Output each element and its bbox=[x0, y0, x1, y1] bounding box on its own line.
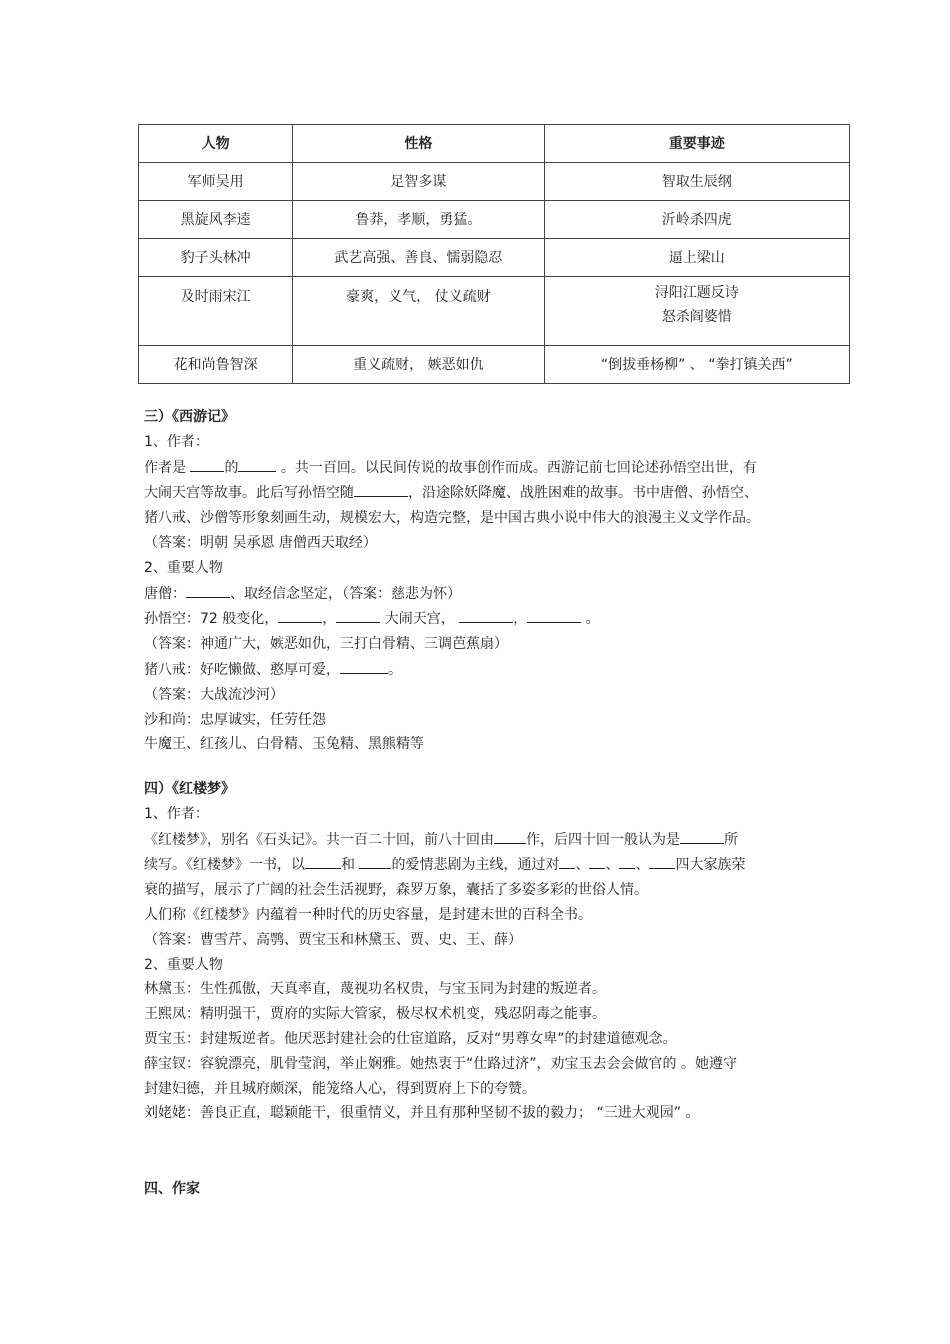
char-sunwukong: 孙悟空：72 般变化， ， 大闹天宫， ， 。 bbox=[144, 606, 814, 632]
blank bbox=[649, 852, 675, 869]
blank bbox=[527, 606, 581, 623]
char-shaheshang: 沙和尚：忠厚诚实，任劳任怨 bbox=[144, 711, 326, 728]
blank bbox=[238, 455, 276, 472]
header-personality: 性格 bbox=[293, 125, 544, 163]
hongloumeng-section bbox=[144, 777, 814, 1126]
blank bbox=[340, 657, 388, 674]
deed-line: 怒杀阎婆惜 bbox=[661, 309, 732, 325]
blank bbox=[459, 606, 513, 623]
section-heading: 三）《西游记》 bbox=[144, 409, 235, 425]
char-zhubajie: 猪八戒：好吃懒做、憨厚可爱， 。 bbox=[144, 657, 814, 683]
chars-label: 2、重要人物 bbox=[144, 956, 223, 973]
cell-trait: 豪爽，义气， 仗义疏财 bbox=[293, 277, 544, 346]
section-heading: 四、作家 bbox=[144, 1181, 200, 1197]
char-xuebaochai: 薛宝钗：容貌漂亮，肌骨莹润，举止娴雅。她热衷于“仕路过济”，劝宝玉去会会做官的 。她遵守 bbox=[144, 1055, 737, 1072]
answer: （答案：明朝 吴承恩 唐僧西天取经） bbox=[144, 534, 377, 551]
table-row bbox=[139, 239, 850, 277]
cell-name: 豹子头林冲 bbox=[139, 239, 293, 277]
cell-trait: 足智多谋 bbox=[293, 163, 544, 201]
table-row bbox=[139, 201, 850, 239]
author-label: 1、作者： bbox=[144, 433, 209, 450]
blank bbox=[589, 852, 605, 869]
deed-line: 浔阳江题反诗 bbox=[654, 285, 739, 301]
chars-label: 2、重要人物 bbox=[144, 559, 223, 576]
char-xuebaochai-cont: 封建妇德，并且城府颇深，能笼络人心，得到贾府上下的夸赞。 bbox=[144, 1080, 536, 1097]
cell-name: 花和尚鲁智深 bbox=[139, 346, 293, 384]
char-tangseng: 唐僧： 、取经信念坚定，（答案：慈悲为怀） bbox=[144, 581, 814, 607]
char-liulaolao: 刘姥姥：善良正直，聪颖能干，很重情义，并且有那种坚韧不拔的毅力； “三进大观园” 。 bbox=[144, 1105, 700, 1122]
blank bbox=[305, 852, 341, 869]
blank bbox=[559, 852, 575, 869]
blank bbox=[354, 480, 408, 497]
paragraph: 衰的描写，展示了广阔的社会生活视野，森罗万象，囊括了多姿多彩的世俗人情。 bbox=[144, 882, 648, 899]
blank bbox=[494, 827, 526, 844]
paragraph: 作者是 的 。共一百回。以民间传说的故事创作而成。西游记前七回论述孙悟空出世，有 bbox=[144, 455, 814, 481]
cell-deeds: 沂岭杀四虎 bbox=[544, 201, 849, 239]
cell-deeds bbox=[544, 277, 849, 346]
table-row bbox=[139, 346, 850, 384]
paragraph: 《红楼梦》，别名《石头记》。共一百二十回，前八十回由 作，后四十回一般认为是 所 bbox=[144, 827, 814, 853]
cell-trait: 武艺高强、善良、懦弱隐忍 bbox=[293, 239, 544, 277]
monsters: 牛魔王、红孩儿、白骨精、玉兔精、黑熊精等 bbox=[144, 736, 424, 753]
paragraph: 大闹天宫等故事。此后写孙悟空随 ，沿途除妖降魔、战胜困难的故事。书中唐僧、孙悟空、 bbox=[144, 480, 814, 506]
table-row bbox=[139, 277, 850, 346]
cell-trait: 重义疏财， 嫉恶如仇 bbox=[293, 346, 544, 384]
table-header-row bbox=[139, 125, 850, 163]
blank bbox=[336, 606, 380, 623]
answer: （答案：神通广大，嫉恶如仇，三打白骨精、三调芭蕉扇） bbox=[144, 636, 508, 653]
answer: （答案：大战流沙河） bbox=[144, 686, 284, 703]
blank bbox=[619, 852, 635, 869]
blank bbox=[186, 581, 230, 598]
cell-name: 军师吴用 bbox=[139, 163, 293, 201]
section4 bbox=[144, 1177, 814, 1202]
char-lindaiyu: 林黛玉：生性孤傲，天真率直，蔑视功名权贵，与宝玉同为封建的叛逆者。 bbox=[144, 981, 606, 998]
table-row bbox=[139, 163, 850, 201]
blank bbox=[680, 827, 724, 844]
header-character: 人物 bbox=[139, 125, 293, 163]
blank bbox=[359, 852, 391, 869]
cell-name: 黑旋风李逵 bbox=[139, 201, 293, 239]
cell-name: 及时雨宋江 bbox=[139, 277, 293, 346]
cell-deeds: “倒拔垂杨柳” 、 “拳打镇关西” bbox=[544, 346, 849, 384]
blank bbox=[278, 606, 322, 623]
cell-trait: 鲁莽，孝顺，勇猛。 bbox=[293, 201, 544, 239]
header-deeds: 重要事迹 bbox=[544, 125, 849, 163]
cell-deeds: 逼上梁山 bbox=[544, 239, 849, 277]
answer: （答案：曹雪芹、高鹗、贾宝玉和林黛玉、贾、史、王、薛） bbox=[144, 931, 522, 948]
blank bbox=[190, 455, 224, 472]
character-table bbox=[138, 124, 850, 384]
xiyouji-section bbox=[144, 405, 814, 757]
char-wangxifeng: 王熙凤：精明强干，贾府的实际大管家，极尽权术机变，残忍阴毒之能事。 bbox=[144, 1006, 606, 1023]
paragraph: 人们称《红楼梦》内蕴着一种时代的历史容量，是封建末世的百科全书。 bbox=[144, 906, 592, 923]
author-label: 1、作者： bbox=[144, 805, 209, 822]
section-heading: 四）《红楼梦》 bbox=[144, 781, 235, 797]
paragraph: 猪八戒、沙僧等形象刻画生动，规模宏大，构造完整，是中国古典小说中伟大的浪漫主义文学作品。 bbox=[144, 510, 760, 527]
cell-deeds: 智取生辰纲 bbox=[544, 163, 849, 201]
char-jiabaoyu: 贾宝玉：封建叛逆者。他厌恶封建社会的仕宦道路，反对“男尊女卑”的封建道德观念。 bbox=[144, 1030, 677, 1047]
paragraph: 续写。《红楼梦》一书，以 和 的爱情悲剧为主线，通过对 、 、 、 四大家族荣 bbox=[144, 852, 814, 878]
